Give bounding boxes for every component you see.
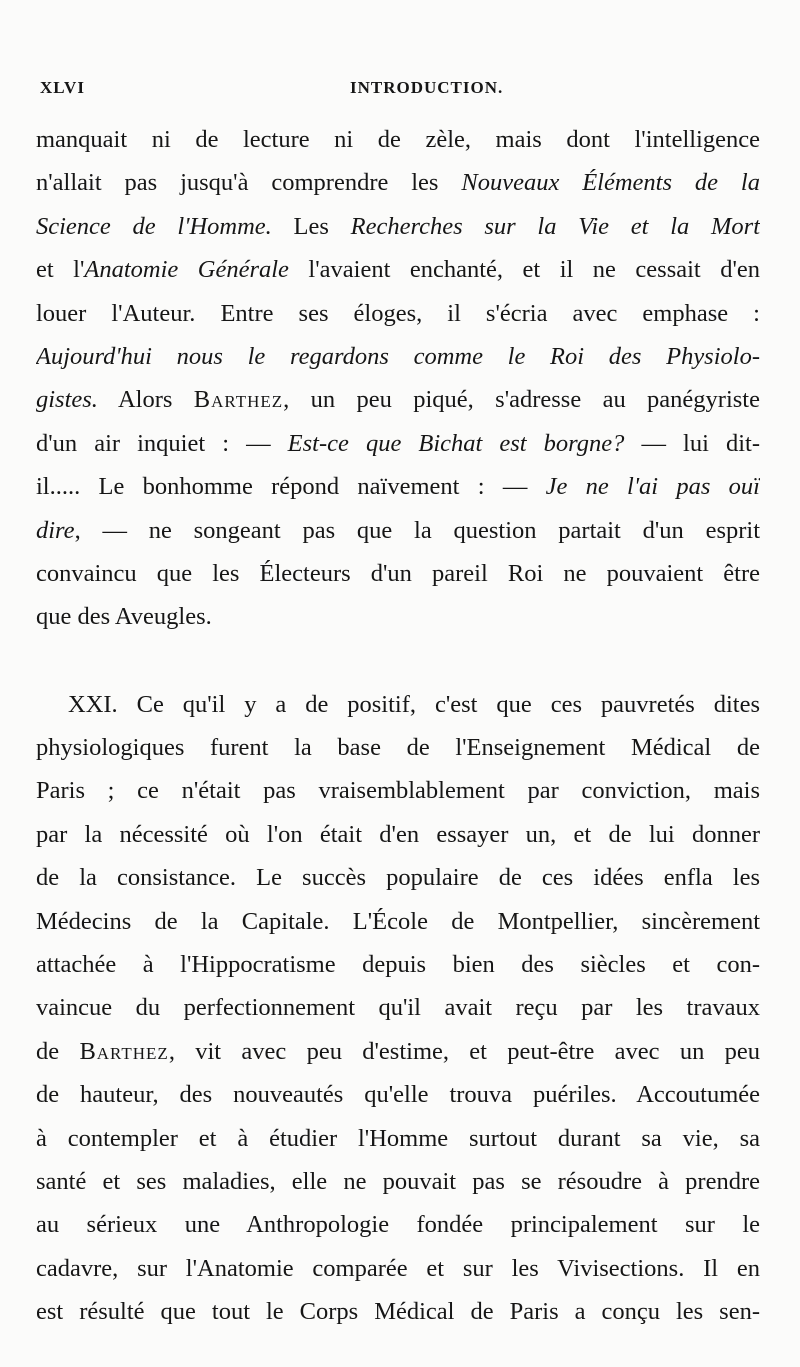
text-line xyxy=(36,683,760,726)
italic-quote: dire xyxy=(36,516,75,544)
text-line xyxy=(36,943,760,986)
text-run: attachée à l'Hippocratisme depuis bien des siècles et con- xyxy=(36,951,760,979)
text-line xyxy=(36,1030,760,1073)
text-run: Médecins de la Capitale. L'École de Montpellier, sincèrement xyxy=(36,907,760,935)
running-title: INTRODUCTION. xyxy=(350,78,504,97)
small-caps-name: Barthez xyxy=(79,1037,169,1065)
text-run: cadavre, sur l'Anatomie comparée et sur les Vivisections. Il en xyxy=(36,1254,760,1282)
text-run: physiologiques furent la base de l'Enseignement Médical de xyxy=(36,734,760,762)
body-text xyxy=(36,118,760,1334)
text-run: louer l'Auteur. Entre ses éloges, il s'écria avec emphase : xyxy=(36,299,760,327)
text-line xyxy=(36,552,760,595)
text-line xyxy=(36,1160,760,1203)
paragraph-2 xyxy=(36,683,760,1334)
text-line xyxy=(36,595,760,638)
text-run: et l' xyxy=(36,256,85,284)
text-run: Alors xyxy=(97,386,194,414)
text-run: , vit avec peu d'estime, et peut-être avec un peu xyxy=(168,1037,760,1065)
text-line xyxy=(36,118,760,161)
text-line xyxy=(36,1117,760,1160)
text-line xyxy=(36,335,760,378)
text-run: , — ne songeant pas que la question partait d'un esprit xyxy=(74,516,760,544)
text-line xyxy=(36,422,760,465)
text-line xyxy=(36,856,760,899)
small-caps-name: Barthez xyxy=(193,386,284,414)
italic-quote: gistes. xyxy=(36,386,98,414)
paragraph-1 xyxy=(36,118,760,639)
text-run: de la consistance. Le succès populaire de ces idées enfla les xyxy=(36,864,760,892)
text-line xyxy=(36,813,760,856)
italic-quote: Je ne l'ai pas ouï xyxy=(545,473,760,501)
text-run: au sérieux une Anthropologie fondée principalement sur le xyxy=(36,1211,760,1239)
text-line xyxy=(36,1290,760,1333)
text-line xyxy=(36,900,760,943)
text-run: n'allait pas jusqu'à comprendre les xyxy=(36,169,462,197)
italic-quote: Est-ce que Bichat est borgne? xyxy=(287,429,625,457)
text-run: Les xyxy=(271,212,351,240)
italic-title: Nouveaux Éléments de la xyxy=(461,169,760,197)
text-run: convaincu que les Électeurs d'un pareil Roi ne pouvaient être xyxy=(36,559,760,587)
text-line xyxy=(36,726,760,769)
text-line xyxy=(36,509,760,552)
text-run: manquait ni de lecture ni de zèle, mais dont l'intelligence xyxy=(36,126,760,153)
page-number: XLVI xyxy=(40,78,85,97)
italic-title: Science de l'Homme. xyxy=(36,212,272,240)
text-line xyxy=(36,161,760,204)
text-line xyxy=(36,248,760,291)
text-run: de xyxy=(36,1037,80,1065)
text-line xyxy=(36,378,760,421)
text-run: , un peu piqué, s'adresse au panégyriste xyxy=(283,386,760,414)
text-run: — lui dit- xyxy=(624,429,760,457)
text-run: est résulté que tout le Corps Médical de Paris a conçu les sen- xyxy=(36,1298,760,1326)
text-run: XXI. Ce qu'il y a de positif, c'est que ces pauvretés dites xyxy=(68,690,760,718)
text-run: vaincue du perfectionnement qu'il avait reçu par les travaux xyxy=(36,994,760,1022)
text-line xyxy=(36,292,760,335)
text-run: d'un air inquiet : — xyxy=(36,429,288,457)
text-line xyxy=(36,986,760,1029)
text-line xyxy=(36,205,760,248)
text-line xyxy=(36,1073,760,1116)
italic-title: Anatomie Générale xyxy=(84,256,289,284)
text-run: santé et ses maladies, elle ne pouvait pas se résoudre à prendre xyxy=(36,1167,760,1195)
text-run: par la nécessité où l'on était d'en essayer un, et de lui donner xyxy=(36,820,760,848)
text-run: Paris ; ce n'était pas vraisemblablement par conviction, mais xyxy=(36,777,760,805)
italic-title: Recherches sur la Vie et la Mort xyxy=(350,212,760,240)
running-head xyxy=(40,78,760,102)
text-run: à contempler et à étudier l'Homme surtout durant sa vie, sa xyxy=(36,1124,760,1152)
text-run: de hauteur, des nouveautés qu'elle trouva puériles. Accoutumée xyxy=(36,1081,760,1109)
text-run: il..... Le bonhomme répond naïvement : — xyxy=(36,473,546,501)
text-line xyxy=(36,465,760,508)
paragraph-gap xyxy=(36,639,760,683)
italic-quote: Aujourd'hui nous le regardons comme le Roi des Physiolo- xyxy=(36,342,760,370)
text-line xyxy=(36,769,760,812)
text-line xyxy=(36,1247,760,1290)
text-run: que des Aveugles. xyxy=(36,603,212,631)
text-run: l'avaient enchanté, et il ne cessait d'en xyxy=(288,256,760,284)
text-line xyxy=(36,1203,760,1246)
